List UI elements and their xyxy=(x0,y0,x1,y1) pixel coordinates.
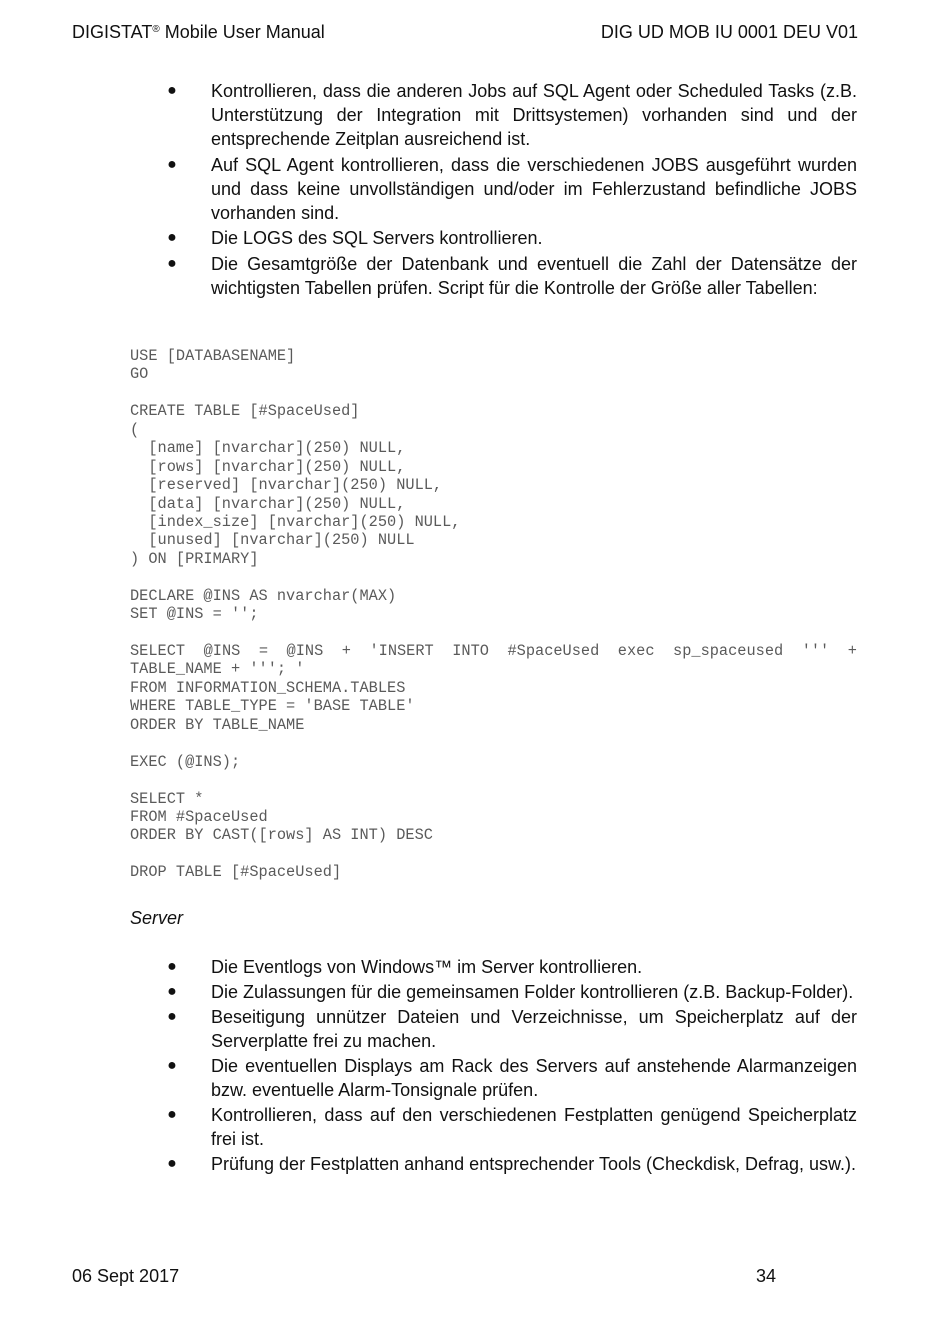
code-line: ) ON [PRIMARY] xyxy=(130,549,259,568)
bullet-list-server xyxy=(0,955,950,1177)
code-line: [rows] [nvarchar](250) NULL, xyxy=(130,457,406,476)
code-line: ORDER BY TABLE_NAME xyxy=(130,715,305,734)
registered-mark: ® xyxy=(152,24,160,35)
list-item-text: Kontrollieren, dass auf den verschiedenen Festplatten genügend Speicherplatz frei ist. xyxy=(211,1105,857,1149)
code-line: EXEC (@INS); xyxy=(130,752,241,771)
code-token: = xyxy=(258,642,269,660)
code-line: [name] [nvarchar](250) NULL, xyxy=(130,439,406,458)
code-token: 'INSERT xyxy=(369,642,434,660)
code-token: exec xyxy=(617,642,655,660)
bullet-icon: ● xyxy=(167,1008,177,1025)
list-item xyxy=(0,1103,950,1151)
bullet-icon: ● xyxy=(167,254,177,272)
code-line xyxy=(130,734,857,752)
code-token: + xyxy=(847,642,857,660)
list-item xyxy=(0,980,950,1004)
code-line: GO xyxy=(130,365,149,384)
code-line xyxy=(130,624,857,642)
bullet-list-database xyxy=(0,79,950,301)
sql-code-block xyxy=(130,347,857,882)
list-item-text: Die Eventlogs von Windows™ im Server kontrollieren. xyxy=(211,957,643,977)
code-line: FROM #SpaceUsed xyxy=(130,807,268,826)
list-item-text: Prüfung der Festplatten anhand entsprechender Tools (Checkdisk, Defrag, usw.). xyxy=(211,1154,857,1174)
code-line: SET @INS = ''; xyxy=(130,605,259,624)
code-token: sp_spaceused xyxy=(673,642,784,660)
bullet-icon: ● xyxy=(167,155,177,173)
code-token: #SpaceUsed xyxy=(507,642,600,660)
list-item xyxy=(0,955,950,979)
code-line: [unused] [nvarchar](250) NULL xyxy=(130,531,415,550)
list-item-text: Kontrollieren, dass die anderen Jobs auf SQL Agent oder Scheduled Tasks (z.B. Unterstützung der Integration mit Drittsystemen) vorhanden sind und der entsprechende Zeitplan ausreichend ist. xyxy=(211,81,857,149)
code-line xyxy=(130,845,857,863)
footer-page-number: 34 xyxy=(756,1266,777,1286)
list-item xyxy=(0,226,950,250)
code-token: + xyxy=(341,642,351,660)
code-token: SELECT xyxy=(130,642,186,660)
code-line: CREATE TABLE [#SpaceUsed] xyxy=(130,402,360,421)
section-title-server: Server xyxy=(130,908,184,928)
code-line xyxy=(130,568,857,586)
code-line: [data] [nvarchar](250) NULL, xyxy=(130,494,406,513)
code-line xyxy=(130,771,857,789)
list-item xyxy=(0,1152,950,1176)
code-line-justified xyxy=(130,642,857,660)
header-title-rest: Mobile User Manual xyxy=(159,22,325,42)
code-line: WHERE TABLE_TYPE = 'BASE TABLE' xyxy=(130,697,415,716)
code-line: [index_size] [nvarchar](250) NULL, xyxy=(130,512,461,531)
bullet-icon: ● xyxy=(167,1106,177,1123)
list-item-text: Die Gesamtgröße der Datenbank und eventuell die Zahl der Datensätze der wichtigsten Tabellen prüfen. Script für die Kontrolle der Größe aller Tabellen: xyxy=(211,253,857,298)
list-item-text: Die eventuellen Displays am Rack des Servers auf anstehende Alarmanzeigen bzw. eventuelle Alarm-Tonsignale prüfen. xyxy=(211,1056,857,1100)
header-document-code: DIG UD MOB IU 0001 DEU V01 xyxy=(600,22,858,42)
code-line: FROM INFORMATION_SCHEMA.TABLES xyxy=(130,678,406,697)
code-line: [reserved] [nvarchar](250) NULL, xyxy=(130,476,443,495)
bullet-icon: ● xyxy=(167,1057,177,1074)
code-line: SELECT * xyxy=(130,789,204,808)
bullet-icon: ● xyxy=(167,1155,177,1172)
bullet-icon: ● xyxy=(167,983,177,1000)
code-line: DECLARE @INS AS nvarchar(MAX) xyxy=(130,586,397,605)
list-item xyxy=(0,1054,950,1102)
code-line: DROP TABLE [#SpaceUsed] xyxy=(130,863,342,882)
code-line: ( xyxy=(130,420,140,439)
code-token: INTO xyxy=(452,642,489,660)
list-item-text: Auf SQL Agent kontrollieren, dass die verschiedenen JOBS ausgeführt wurden und dass keine unvollständigen und/oder im Fehlerzustand befindliche JOBS vorhanden sind. xyxy=(211,154,857,223)
code-line xyxy=(130,384,857,402)
code-token: @INS xyxy=(203,642,241,660)
list-item-text: Die LOGS des SQL Servers kontrollieren. xyxy=(211,228,543,248)
code-line: TABLE_NAME + '''; ' xyxy=(130,660,305,679)
header-brand: DIGISTAT xyxy=(72,22,153,42)
list-item-text: Die Zulassungen für die gemeinsamen Folder kontrollieren (z.B. Backup-Folder). xyxy=(211,982,854,1002)
code-line: USE [DATABASENAME] xyxy=(130,347,296,365)
header-manual-title xyxy=(72,21,325,43)
code-line: ORDER BY CAST([rows] AS INT) DESC xyxy=(130,826,433,845)
bullet-icon: ● xyxy=(167,958,177,975)
list-item xyxy=(0,153,950,225)
list-item xyxy=(0,252,950,300)
code-token: ''' xyxy=(801,642,830,660)
bullet-icon: ● xyxy=(167,229,177,246)
code-token: @INS xyxy=(286,642,324,660)
list-item xyxy=(0,79,950,151)
bullet-icon: ● xyxy=(167,82,177,99)
list-item xyxy=(0,1005,950,1053)
list-item-text: Beseitigung unnützer Dateien und Verzeichnisse, um Speicherplatz auf der Serverplatte frei zu machen. xyxy=(211,1007,857,1051)
footer-date: 06 Sept 2017 xyxy=(72,1266,180,1286)
